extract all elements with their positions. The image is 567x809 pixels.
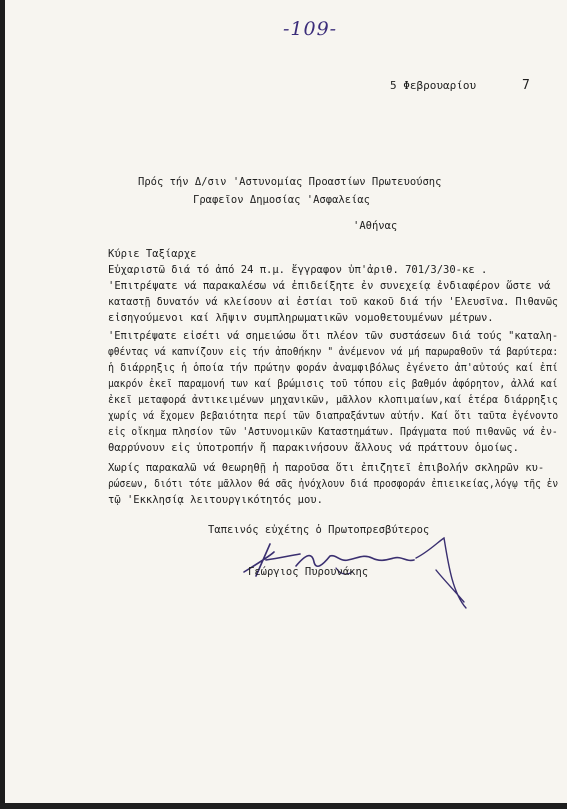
body-line: Εὐχαριστῶ διά τό ἀπό 24 π.μ. ἔγγραφον ὑπ'ἀριθ. 701/3/30-κε . [108, 264, 488, 276]
body-line: Χωρίς παρακαλῶ νά θεωρηθῇ ἡ παροῦσα ὅτι ἐπιζητεῖ ἐπιβολήν σκληρῶν κυ- [108, 462, 545, 474]
recipient-line-1: Πρός τήν Δ/σιν 'Αστυνομίας Προαστίων Πρωτευούσης [138, 176, 442, 188]
body-line: ἡ διάρρηξις ἡ ὁποία τήν πρώτην φοράν ἀναμφιβόλως ἐγένετο ἀπ'αὐτούς καί ἐπί [108, 362, 559, 374]
body-line: καταστῇ δυνατόν νά κλείσουν αἱ ἐστίαι τοῦ κακοῦ διά τήν 'Ελευσῖνα. Πιθανῶς [108, 296, 559, 308]
date-number: 7 [522, 78, 530, 93]
body-line: 'Επιτρέψατε νά παρακαλέσω νά ἐπιδείξητε ἐν συνεχείᾳ ἐνδιαφέρον ὥστε νά [108, 280, 551, 292]
body-line: εἰσηγούμενοι καί λῆψιν συμπληρωματικῶν νομοθετουμένων μέτρων. [108, 312, 494, 324]
body-line: μακρόν ἐκεῖ παραμονή των καί βρώμισις τοῦ τόπου εἰς βαθμόν ἀφόρητον, ἀλλά καί [108, 378, 558, 390]
handwritten-page-number: -109- [283, 18, 338, 40]
scan-edge-bottom [0, 803, 567, 809]
body-line: φθέντας νά καπνίζουν εἰς τήν ἀποθήκην " ἀνέμενον νά μή παρωραθοῦν τά βαρύτερα: [108, 346, 559, 358]
signatory-name: Γεώργιος Πυρουνάκης [248, 566, 369, 578]
body-line: χωρίς νά ἔχομεν βεβαιότητα περί τῶν διαπραξάντων αὐτήν. Καί ὅτι ταῦτα ἐγένοντο [108, 410, 559, 422]
body-line: εἰς οἴκημα πλησίον τῶν 'Αστυνομικῶν Καταστημάτων. Πράγματα πού πιθανῶς νά ἐν- [108, 426, 558, 438]
scan-edge-left [0, 0, 5, 809]
body-line: τῷ 'Εκκλησίᾳ λειτουργικότητός μου. [108, 494, 323, 506]
salutation: Κύριε Ταξίαρχε [108, 248, 197, 260]
recipient-city: 'Αθήνας [353, 220, 398, 232]
recipient-line-2: Γραφεῖον Δημοσίας 'Ασφαλείας [193, 194, 371, 206]
body-line: θαρρύνουν εἰς ὑποτροπήν ἤ παρακινήσουν ἄλλους νά πράττουν ὁμοίως. [108, 442, 519, 454]
letter-date: 5 Φεβρουαρίου [390, 79, 477, 92]
body-line: ρώσεων, διότι τότε μᾶλλον θά σᾶς ἠνόχλουν διά προσφοράν ἐπιεικείας,λόγῳ τῆς ἐν [108, 478, 559, 490]
body-line: 'Επιτρέψατε εἰσέτι νά σημειώσω ὅτι πλέον τῶν συστάσεων διά τούς "καταλη- [108, 330, 559, 342]
body-line: ἐκεῖ μεταφορά ἀντικειμένων μηχανικῶν, μᾶλλον κλοπιμαίων,καί ἑτέρα διάρρηξις [108, 394, 558, 406]
closing-line: Ταπεινός εὐχέτης ὁ Πρωτοπρεσβύτερος [208, 524, 430, 536]
